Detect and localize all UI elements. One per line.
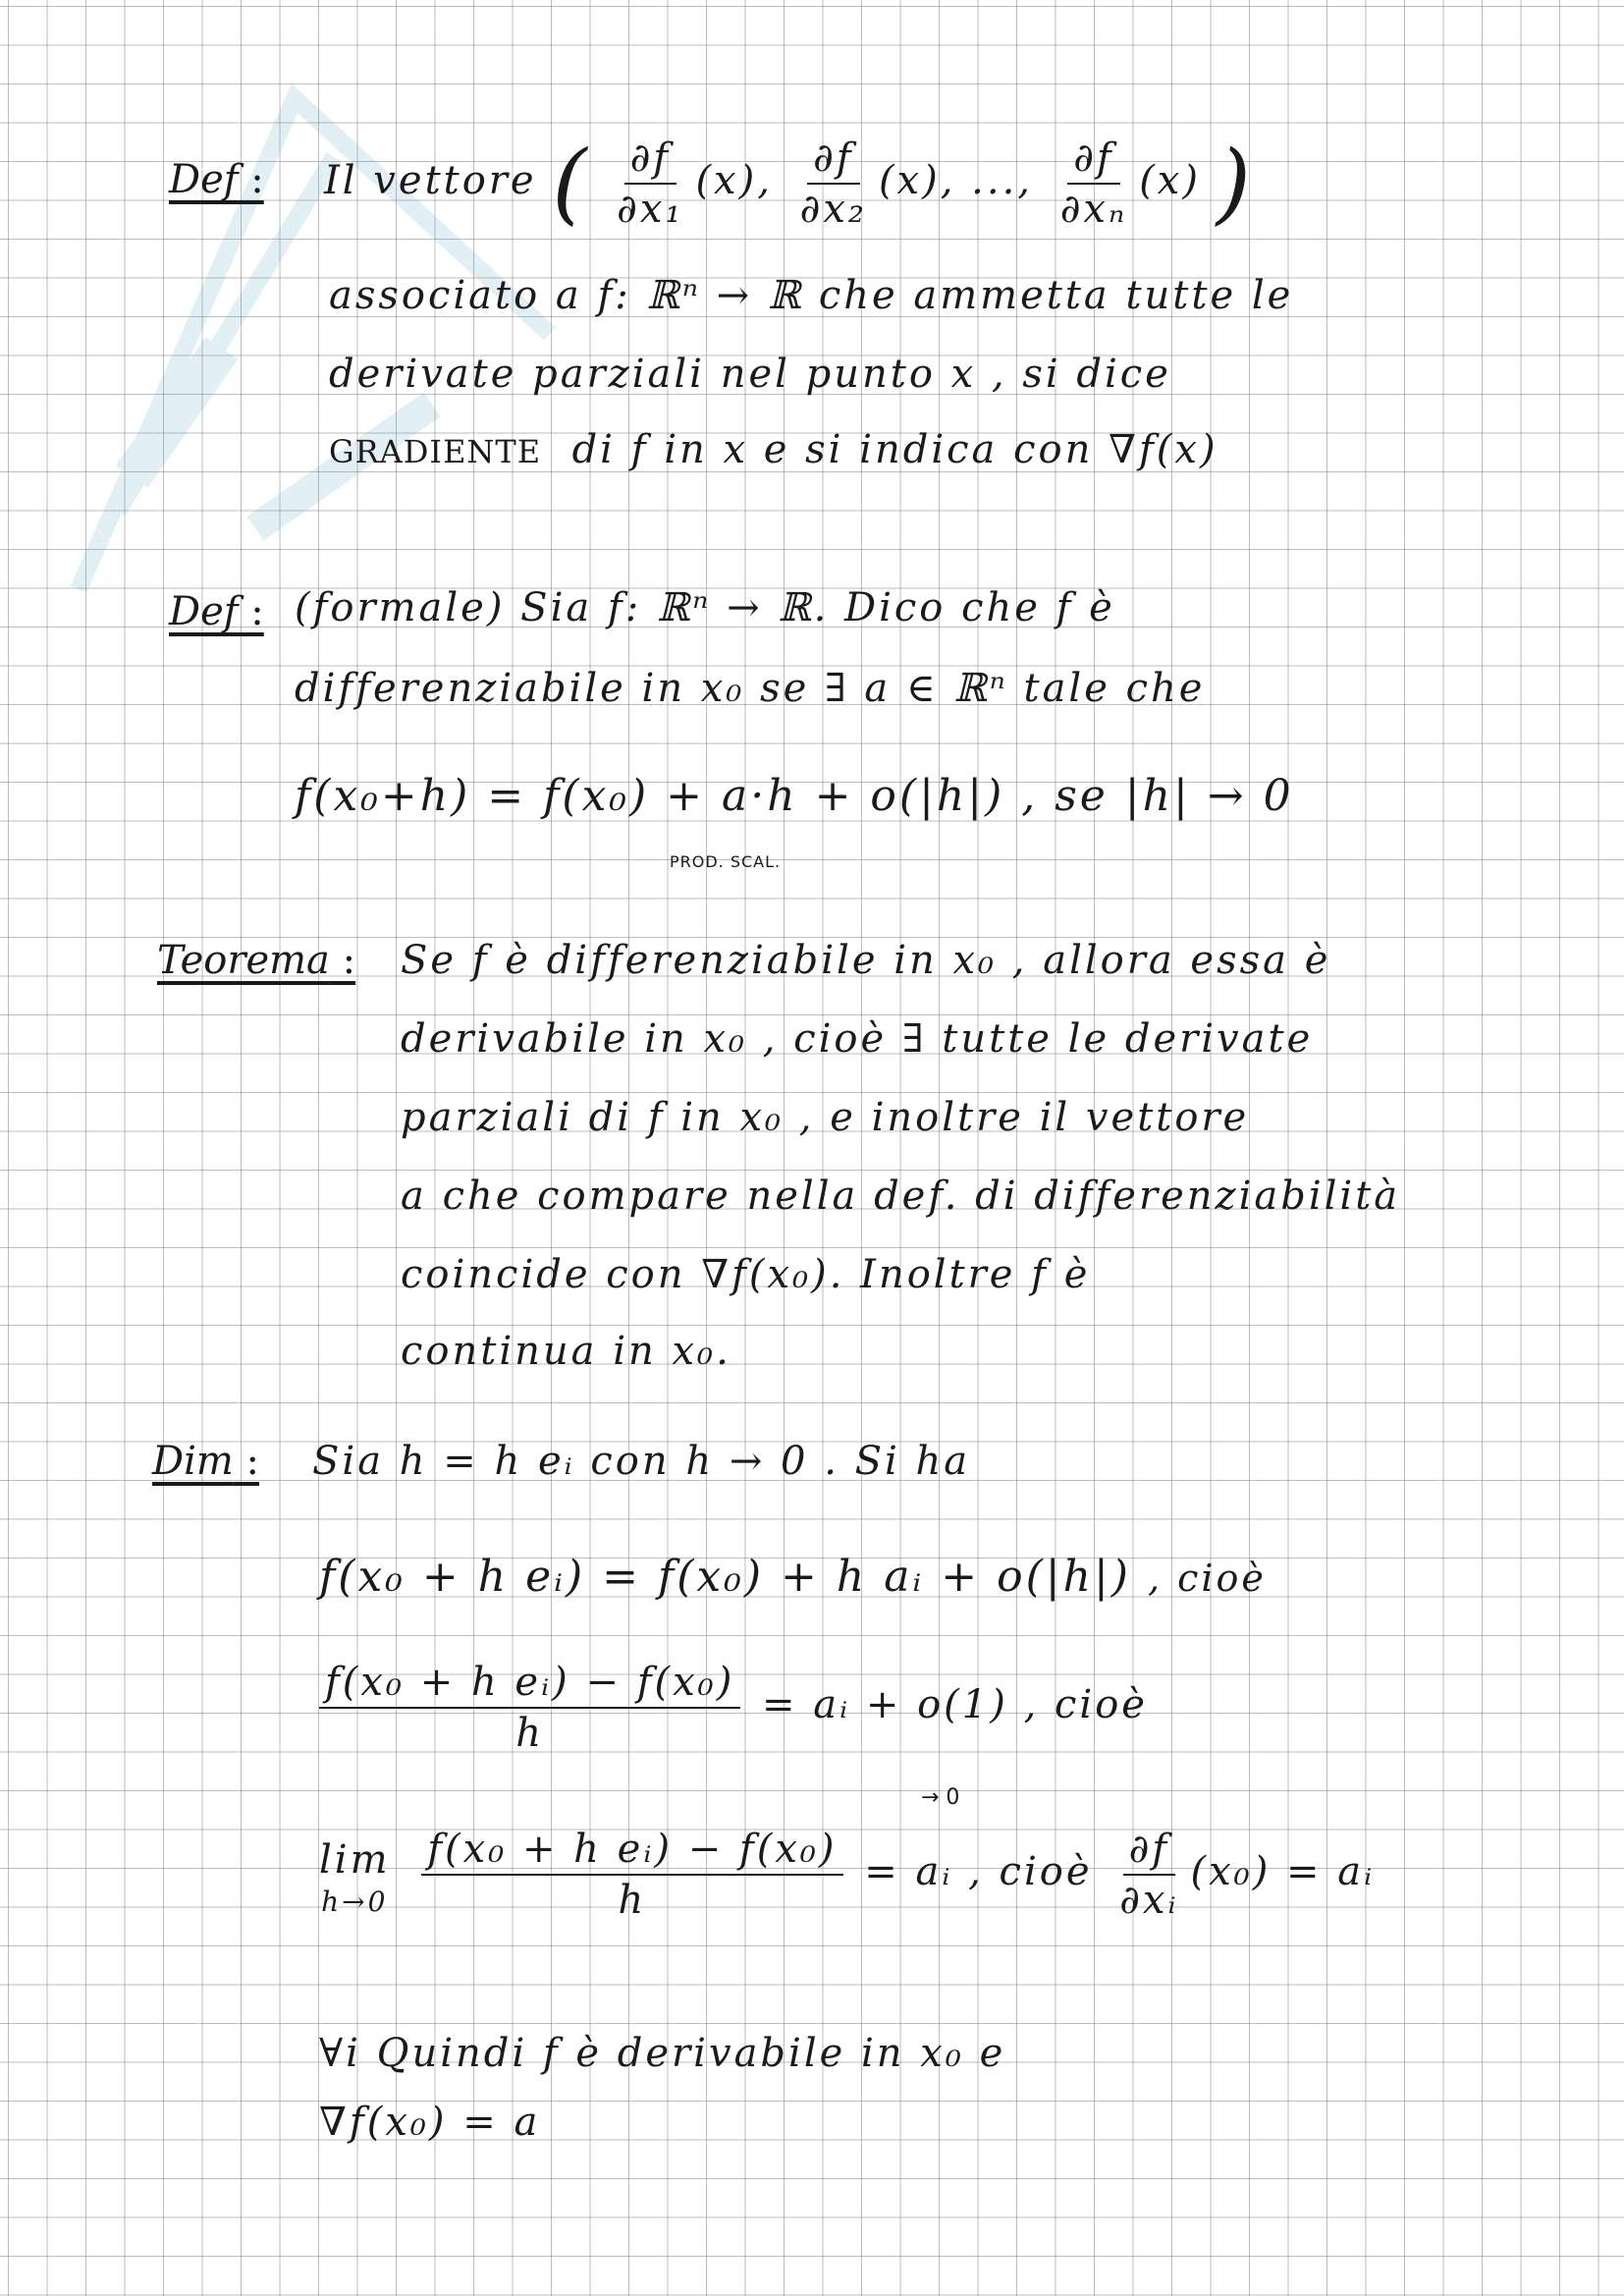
arg-2: (x) <box>878 158 941 203</box>
gradient-vector-line: Il vettore ( $\frac{\partial f}{\text{∂x₁}}$ (x), $\frac{\partial f}{\text{∂x₂}}$ (x), ..., $\frac{\partial f}{\text{∂xₙ}}$ (x) ) <box>324 132 1254 235</box>
dim-eq3-end: (x₀) = aᵢ <box>1190 1849 1376 1894</box>
right-paren: ) <box>1216 132 1254 235</box>
dim-conclusion-1: ∀i Quindi f è derivabile in x₀ e <box>319 2031 1006 2076</box>
ellipsis: , ..., <box>940 158 1049 203</box>
arg-n: (x) <box>1139 158 1201 203</box>
dim-eq2-rhs: = aᵢ + o(1) <box>762 1682 1008 1727</box>
differentiability-formula: f(x₀+h) = f(x₀) + a·h + o(|h|) , se |h| → 0 <box>295 771 1294 821</box>
to-zero-note: → 0 <box>921 1785 960 1810</box>
teorema-line-6: continua in x₀. <box>401 1329 731 1374</box>
dim-eq-2 <box>319 1660 1148 1756</box>
dim-label: Dim : <box>152 1439 259 1484</box>
dim-eq3-rhs: = aᵢ <box>864 1849 953 1894</box>
dim-eq1-body: f(x₀ + h eᵢ) = f(x₀) + h aᵢ + o(|h|) <box>319 1552 1131 1602</box>
limit-quotient: $\frac{\text{f(x₀ + h eᵢ) − f(x₀)}}{h}$ <box>421 1827 842 1923</box>
teorema-line-4: a che compare nella def. di differenziabilità <box>401 1174 1401 1219</box>
def1-line3: derivate parziali nel punto x , si dice <box>329 352 1171 397</box>
teorema-line-5: coincide con ∇f(x₀). Inoltre f è <box>401 1252 1091 1297</box>
def-label-2: Def : <box>169 589 264 634</box>
teorema-line-3: parziali di f in x₀ , e inoltre il vettore <box>401 1095 1250 1140</box>
partial-xi: $\frac{\partial f}{\text{∂xᵢ}}$ <box>1119 1827 1179 1923</box>
watermark-logo <box>39 39 589 648</box>
teorema-label: Teorema : <box>157 938 356 983</box>
def-label-1: Def : <box>169 157 264 202</box>
left-paren: ( <box>552 132 590 235</box>
teorema-line-2: derivabile in x₀ , cioè ∃ tutte le derivate <box>401 1016 1314 1062</box>
partial-fraction-2: $\frac{\partial f}{\text{∂x₂}}$ <box>799 136 867 232</box>
dim-eq-3 <box>319 1827 1375 1923</box>
def1-line4-rest: di f in x e si indica con ∇f(x) <box>571 427 1218 472</box>
teorema-line-1: Se f è differenziabile in x₀ , allora essa è <box>401 938 1331 983</box>
prod-scal-note: PROD. SCAL. <box>670 852 782 871</box>
partial-fraction-n: $\frac{\partial f}{\text{∂xₙ}}$ <box>1059 136 1128 232</box>
def2-line1: (formale) Sia f: ℝⁿ → ℝ. Dico che f è <box>295 585 1115 630</box>
limit-operator: lim h→0 <box>319 1837 391 1918</box>
def2-line2: differenziabile in x₀ se ∃ a ∈ ℝⁿ tale che <box>295 666 1206 711</box>
partial-fraction-1: $\frac{\partial f}{\text{∂x₁}}$ <box>617 136 684 232</box>
dim-eq3-mid: , cioè <box>968 1849 1093 1894</box>
dim-eq1-tail: , cioè <box>1147 1557 1267 1600</box>
dim-line-1: Sia h = h eᵢ con h → 0 . Si ha <box>312 1439 971 1484</box>
def1-line4 <box>329 424 1218 477</box>
difference-quotient: $\frac{\text{f(x₀ + h eᵢ) − f(x₀)}}{h}$ <box>319 1660 740 1756</box>
gradient-word: GRADIENTE <box>329 433 542 470</box>
arg-1: (x) <box>695 158 758 203</box>
vector-intro: Il vettore <box>324 158 537 203</box>
def1-line2: associato a f: ℝⁿ → ℝ che ammetta tutte le <box>329 273 1294 318</box>
dim-conclusion-2: ∇f(x₀) = a <box>319 2100 541 2145</box>
dim-eq2-tail: , cioè <box>1023 1682 1148 1727</box>
dim-eq-1 <box>319 1552 1267 1604</box>
